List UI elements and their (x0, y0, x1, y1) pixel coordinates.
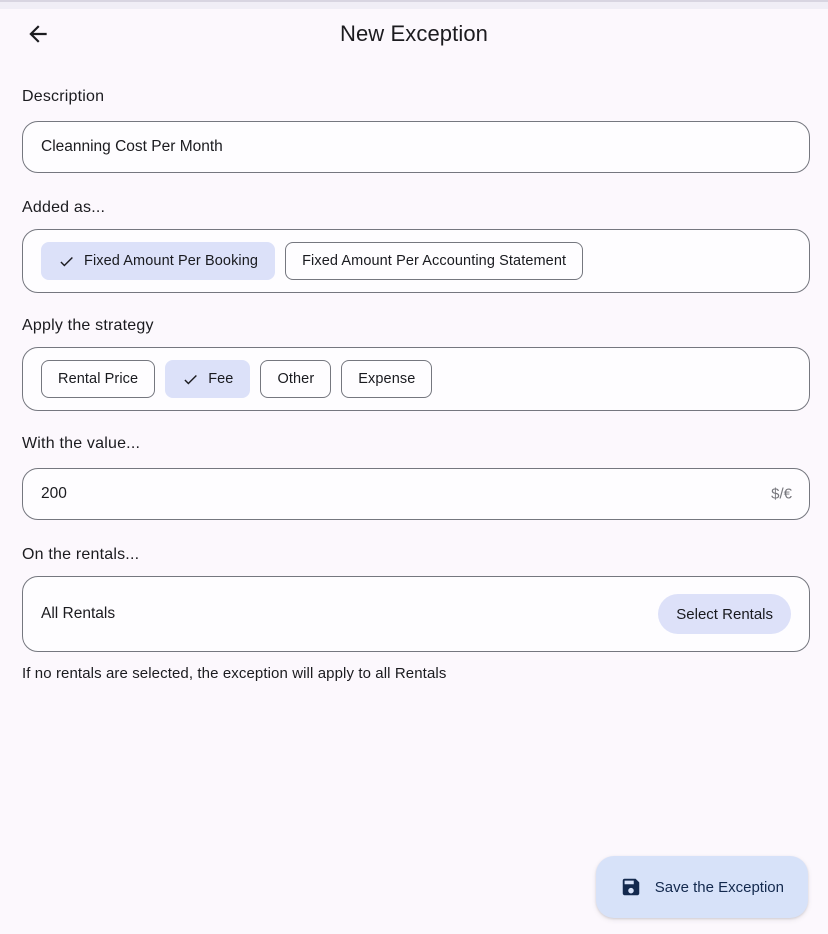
page-title: New Exception (339, 21, 489, 46)
chip-fee[interactable] (165, 360, 250, 398)
value-field-wrap (22, 468, 810, 520)
value-label: With the value... (22, 435, 141, 452)
added-as-group (22, 229, 810, 293)
chip-fixed-amount-per-booking[interactable] (41, 242, 275, 280)
chip-label: Expense (358, 371, 416, 387)
rentals-helper-text: If no rentals are selected, the exception will apply to all Rentals (22, 665, 447, 682)
description-field-wrap (22, 121, 810, 173)
strategy-label: Apply the strategy (22, 317, 154, 334)
rentals-label: On the rentals... (22, 546, 140, 563)
strategy-group (22, 347, 810, 411)
chip-label: Rental Price (58, 371, 139, 387)
header (0, 9, 828, 59)
added-as-label: Added as... (22, 199, 106, 216)
chip-label: Fee (208, 371, 234, 387)
arrow-left-icon (25, 21, 51, 47)
chip-label: Fixed Amount Per Booking (84, 253, 259, 269)
back-button[interactable] (22, 18, 54, 50)
form (0, 88, 828, 682)
chip-expense[interactable] (341, 360, 432, 398)
chip-fixed-amount-per-accounting-statement[interactable] (285, 242, 583, 280)
description-input[interactable] (22, 121, 810, 173)
check-icon (58, 253, 75, 270)
save-icon (620, 876, 642, 898)
rentals-value: All Rentals (41, 605, 116, 622)
chip-label: Other (277, 371, 315, 387)
chip-other[interactable] (260, 360, 331, 398)
status-bar-strip (0, 0, 828, 9)
save-exception-button[interactable] (596, 856, 808, 918)
value-input[interactable] (22, 468, 810, 520)
check-icon (182, 371, 199, 388)
rentals-field[interactable] (22, 576, 810, 652)
save-button-label: Save the Exception (654, 878, 784, 896)
currency-suffix: $/€ (771, 485, 792, 503)
select-rentals-button[interactable]: Select Rentals (658, 594, 791, 634)
description-label: Description (22, 88, 105, 105)
chip-label: Fixed Amount Per Accounting Statement (302, 253, 567, 269)
chip-rental-price[interactable] (41, 360, 155, 398)
